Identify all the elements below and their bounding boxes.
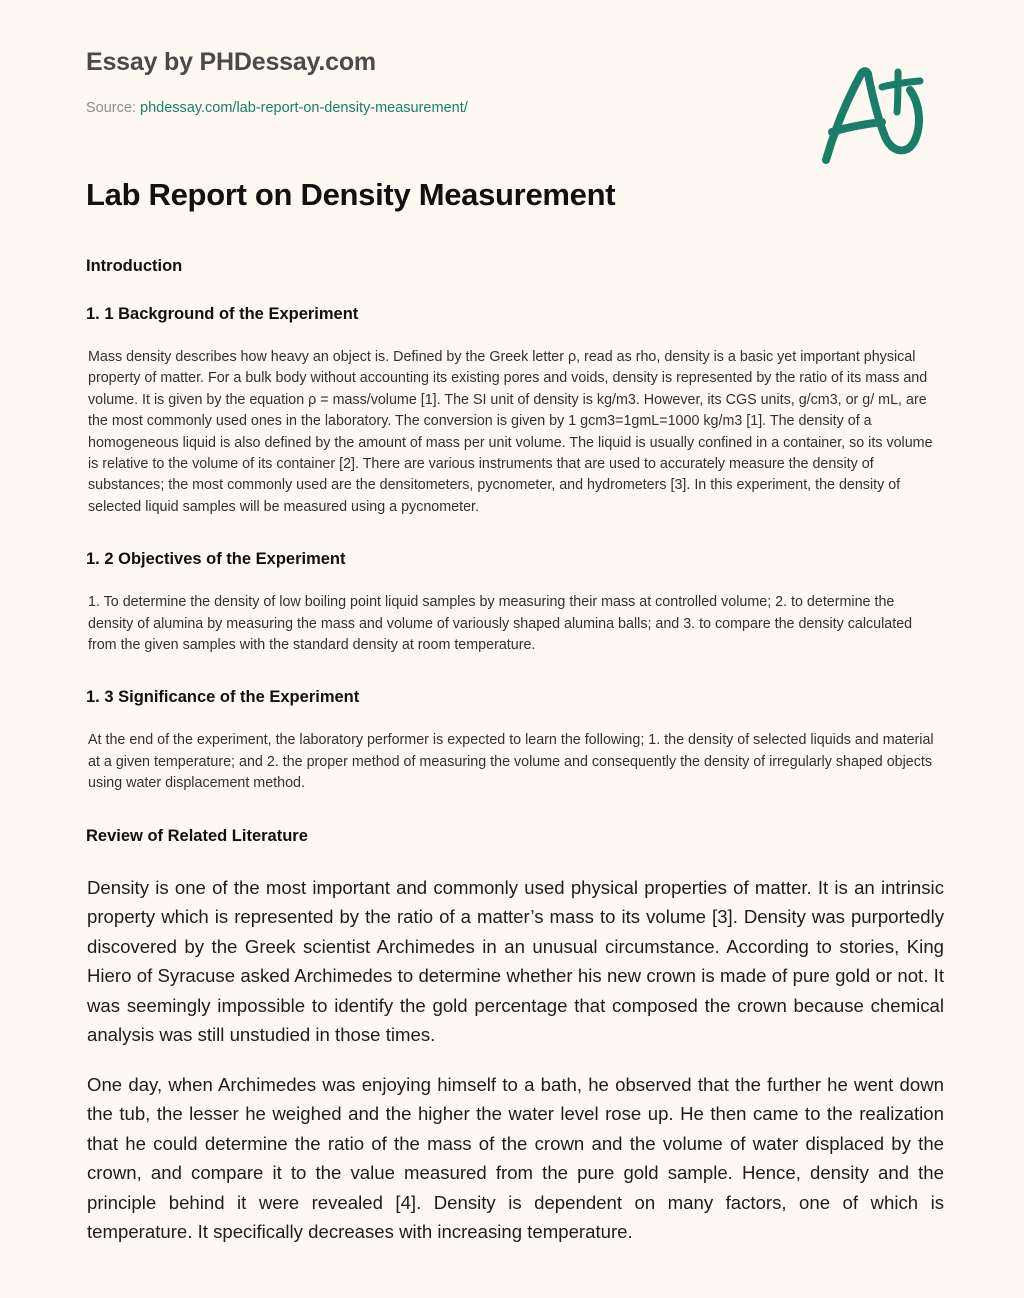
subsection-heading-objectives: 1. 2 Objectives of the Experiment: [86, 550, 346, 569]
spacer: [0, 795, 1024, 825]
spacer: [0, 518, 1024, 548]
paragraph-background: Mass density describes how heavy an object is. Defined by the Greek letter ρ, read as rho, density is a basic yet important physical property of matter. For a bulk body without accounting its existing pores and voids, density is represented by the ratio of its mass and volume. It is given by the equation ρ = mass/volume [1]. The SI unit of density is kg/m3. However, its CGS units, g/cm3, or g/ mL, are the most commonly used ones in the laboratory. The conversion is given by 1 gcm3=1gmL=1000 kg/m3 [1]. The density of a homogeneous liquid is also defined by the amount of mass per unit volume. The liquid is usually confined in a container, so its volume is relative to the volume of its container [2]. There are various instruments that are used to accurately measure the density of substances; the most commonly used are the densitometers, pycnometer, and hydrometers [3]. In this experiment, the density of selected liquid samples will be measured using a pycnometer.: [88, 349, 933, 515]
spacer: [0, 215, 1024, 255]
spacer: [0, 1050, 1024, 1070]
spacer: [0, 277, 1024, 303]
spacer: [0, 708, 1024, 730]
subsection-heading-background: 1. 1 Background of the Experiment: [86, 305, 359, 323]
section-heading-introduction: Introduction: [86, 257, 183, 275]
source-label: Source:: [86, 100, 136, 116]
paragraph-objectives: 1. To determine the density of low boiling point liquid samples by measuring their mass at controlled volume; 2. to determine the density of alumina by measuring the mass and volume of variously shaped alumina balls; and 3. to compare the density calculated from the given samples with the standard density at room temperature.: [88, 594, 913, 654]
spacer: [0, 847, 1024, 873]
a-plus-logo[interactable]: [812, 60, 930, 168]
subsection-heading-significance: 1. 3 Significance of the Experiment: [86, 688, 360, 707]
source-line: [86, 100, 468, 116]
document-body: [0, 175, 1024, 1247]
spacer: [0, 570, 1024, 592]
paragraph-review-two: One day, when Archimedes was enjoying himself to a bath, he observed that the further he went down the tub, the lesser he weighed and the higher the water level rose up. He then came to the realization that he could determine the ratio of the mass of the crown and the volume of water displaced by the crown, and compare it to the value measured from the pure gold sample. Hence, density and the principle behind it were revealed [4]. Density is dependent on many factors, one of which is temperature. It specifically decreases with increasing temperature.: [87, 1073, 944, 1243]
brand-title: Essay by PHDessay.com: [86, 48, 376, 76]
source-url-link[interactable]: phdessay.com/lab-report-on-density-measurement/: [140, 100, 468, 116]
site-header: [0, 0, 1024, 175]
paragraph-significance: At the end of the experiment, the laboratory performer is expected to learn the following; 1. the density of selected liquids and material at a given temperature; and 2. the proper method of measuring the volume and consequently the density of irregularly shaped objects using water displacement method.: [88, 732, 934, 792]
spacer: [0, 325, 1024, 347]
a-plus-icon: [812, 60, 930, 168]
page-title: Lab Report on Density Measurement: [86, 177, 616, 212]
section-heading-review: Review of Related Literature: [86, 826, 308, 845]
paragraph-review-one: Density is one of the most important and commonly used physical properties of matter. It is an intrinsic property which is represented by the ratio of a matter’s mass to its volume [3]. Density was purportedly discovered by the Greek scientist Archimedes in an unusual circumstance. According to stories, King Hiero of Syracuse asked Archimedes to determine whether his new crown is made of pure gold or not. It was seemingly impossible to identify the gold percentage that composed the crown because chemical analysis was still unstudied in those times.: [87, 876, 944, 1046]
spacer: [0, 656, 1024, 686]
